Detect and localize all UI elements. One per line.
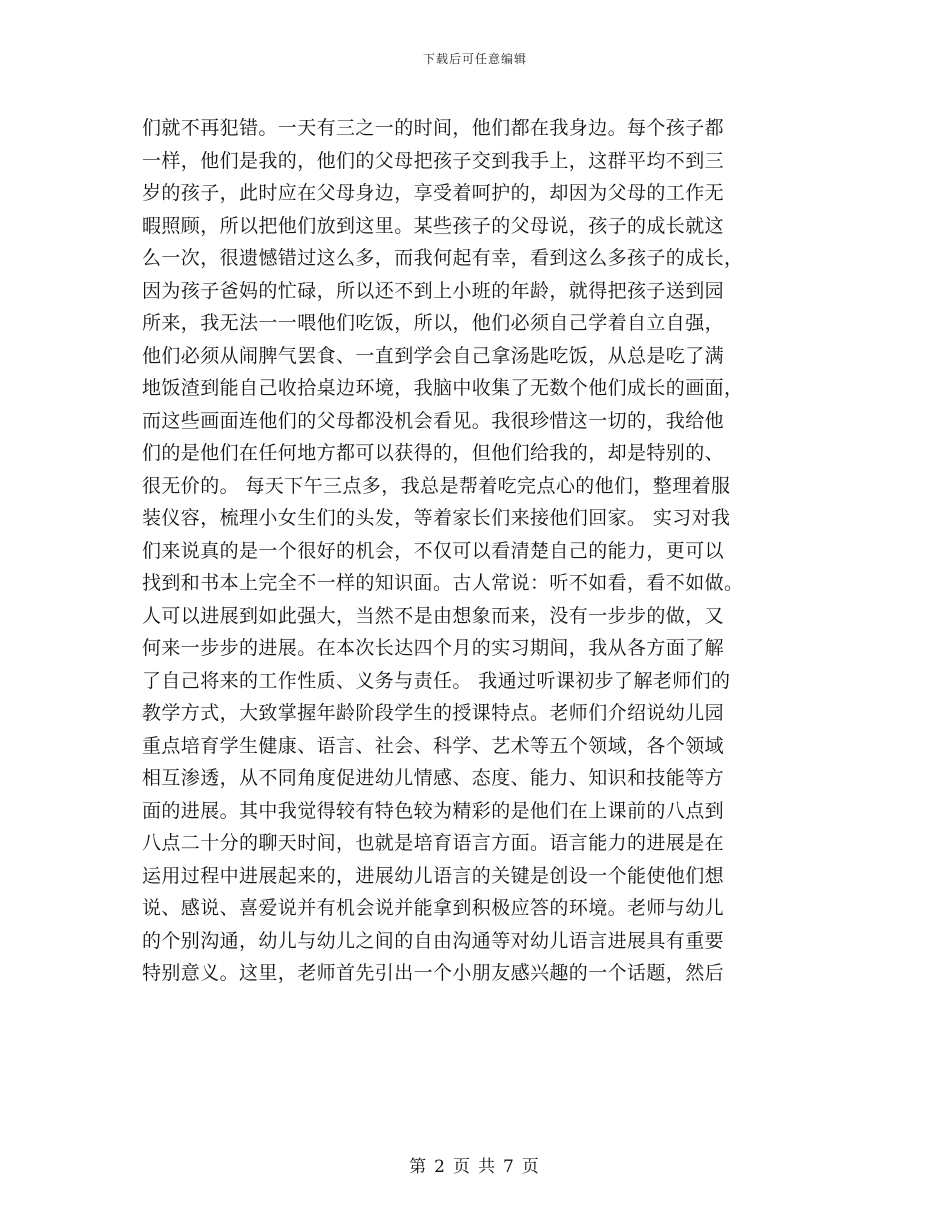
text-line: 找到和书本上完全不一样的知识面。古人常说：听不如看，看不如做。	[142, 572, 744, 594]
text-line: 暇照顾，所以把他们放到这里。某些孩子的父母说，孩子的成长就这	[142, 214, 725, 237]
text-line: 人可以进展到如此强大，当然不是由想象而来，没有一步步的做，又	[142, 604, 725, 627]
text-line: 岁的孩子，此时应在父母身边，享受着呵护的，却因为父母的工作无	[142, 182, 725, 204]
page-footer	[0, 1152, 950, 1177]
text-line: 们来说真的是一个很好的机会，不仅可以看清楚自己的能力，更可以	[142, 539, 725, 562]
text-line: 特别意义。这里，老师首先引出一个小朋友感兴趣的一个话题，然后	[142, 962, 725, 984]
text-line: 装仪容，梳理小女生们的头发，等着家长们来接他们回家。 实习对我	[142, 507, 731, 529]
text-line: 地饭渣到能自己收拾桌边环境，我脑中收集了无数个他们成长的画面，	[142, 377, 744, 399]
text-line: 们的是他们在任何地方都可以获得的，但他们给我的，却是特别的、	[142, 442, 725, 464]
footer-total-label: 页	[521, 1157, 541, 1177]
text-line: 面的进展。其中我觉得较有特色较为精彩的是他们在上课前的八点到	[142, 799, 725, 822]
text-line: 所来，我无法一一喂他们吃饭，所以，他们必须自己学着自立自强，	[142, 312, 725, 334]
page-header: 下载后可任意编辑	[422, 52, 527, 66]
text-line: 八点二十分的聊天时间，也就是培育语言方面。语言能力的进展是在	[142, 832, 725, 854]
footer-page-label: 页	[453, 1157, 472, 1177]
current-page-number: 2	[434, 1157, 447, 1177]
text-line: 们就不再犯错。一天有三之一的时间，他们都在我身边。每个孩子都	[142, 117, 725, 139]
total-pages-number: 7	[503, 1157, 516, 1177]
footer-total-prefix: 共	[478, 1157, 497, 1177]
text-line: 一样，他们是我的，他们的父母把孩子交到我手上，这群平均不到三	[142, 149, 725, 172]
text-line: 教学方式，大致掌握年龄阶段学生的授课特点。老师们介绍说幼儿园	[142, 702, 725, 724]
text-line: 重点培育学生健康、语言、社会、科学、艺术等五个领域，各个领域	[142, 734, 725, 757]
text-line: 相互渗透，从不同角度促进幼儿情感、态度、能力、知识和技能等方	[142, 767, 725, 789]
text-line: 运用过程中进展起来的，进展幼儿语言的关键是创设一个能使他们想	[142, 864, 725, 887]
text-line: 说、感说、喜爱说并有机会说并能拿到积极应答的环境。老师与幼儿	[142, 897, 725, 919]
text-line: 么一次，很遗憾错过这么多，而我何起有幸，看到这么多孩子的成长，	[142, 247, 744, 269]
body-text	[142, 112, 812, 990]
text-line: 而这些画面连他们的父母都没机会看见。我很珍惜这一切的，我给他	[142, 409, 725, 432]
text-line: 他们必须从闹脾气罢食、一直到学会自己拿汤匙吃饭，从总是吃了满	[142, 344, 725, 367]
text-line: 何来一步步的进展。在本次长达四个月的实习期间，我从各方面了解	[142, 637, 725, 659]
text-line: 因为孩子爸妈的忙碌，所以还不到上小班的年龄，就得把孩子送到园	[142, 279, 725, 302]
text-line: 了自己将来的工作性质、义务与责任。 我通过听课初步了解老师们的	[142, 669, 731, 692]
text-line: 很无价的。 每天下午三点多，我总是帮着吃完点心的他们，整理着服	[142, 474, 731, 497]
footer-prefix: 第	[409, 1157, 429, 1177]
text-line: 的个别沟通，幼儿与幼儿之间的自由沟通等对幼儿语言进展具有重要	[142, 929, 725, 952]
